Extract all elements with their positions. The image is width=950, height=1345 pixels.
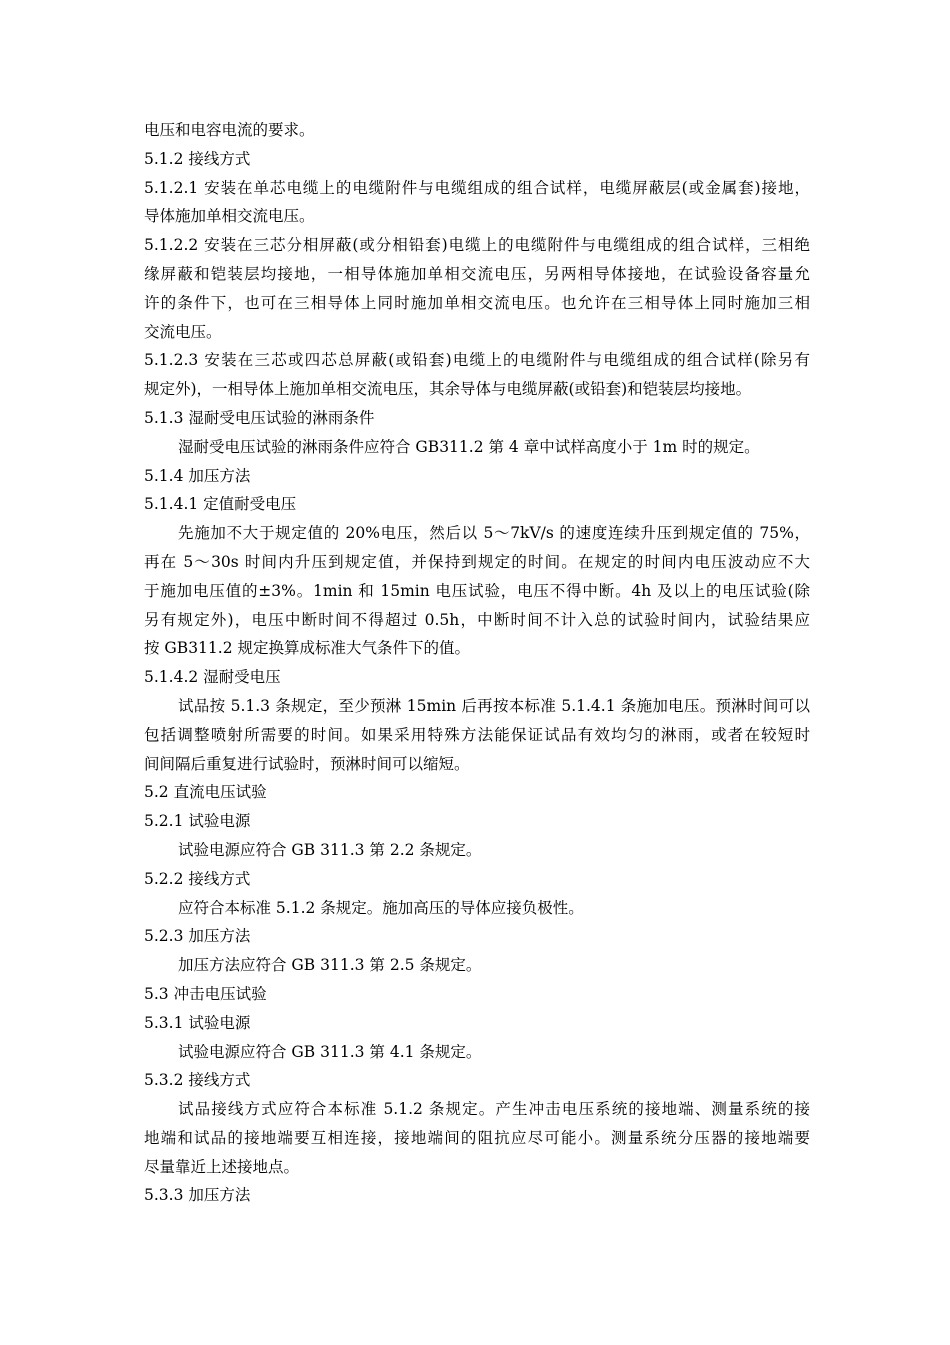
text-line: 5.1.2.3 安装在三芯或四芯总屏蔽(或铅套)电缆上的电缆附件与电缆组成的组合试样(除另有	[144, 351, 810, 370]
text-line: 5.1.2 接线方式	[144, 149, 251, 168]
text-line: 试验电源应符合 GB 311.3 第 4.1 条规定。	[178, 1042, 482, 1061]
text-line: 湿耐受电压试验的淋雨条件应符合 GB311.2 第 4 章中试样高度小于 1m 时的规定。	[178, 437, 760, 456]
text-line: 电压和电容电流的要求。	[144, 121, 315, 139]
text-line: 再在 5～30s 时间内升压到规定值，并保持到规定的时间。在规定的时间内电压波动应不大	[144, 552, 810, 571]
text-line: 尽量靠近上述接地点。	[144, 1157, 300, 1176]
text-line: 5.1.2.2 安装在三芯分相屏蔽(或分相铅套)电缆上的电缆附件与电缆组成的组合试样，三相绝	[144, 236, 810, 255]
text-line: 按 GB311.2 规定换算成标准大气条件下的值。	[144, 639, 471, 658]
text-line: 规定外)，一相导体上施加单相交流电压，其余导体与电缆屏蔽(或铅套)和铠装层均接地。	[144, 380, 752, 399]
text-line: 5.1.4 加压方法	[144, 466, 251, 485]
document-body	[144, 116, 810, 1210]
text-line: 5.1.3 湿耐受电压试验的淋雨条件	[144, 408, 375, 427]
text-line: 5.2.3 加压方法	[144, 927, 251, 946]
text-line: 交流电压。	[144, 322, 222, 341]
text-line: 应符合本标准 5.1.2 条规定。施加高压的导体应接负极性。	[178, 898, 584, 917]
text-line: 试验电源应符合 GB 311.3 第 2.2 条规定。	[178, 840, 482, 859]
text-line: 间间隔后重复进行试验时，预淋时间可以缩短。	[144, 754, 470, 773]
text-line: 5.3.1 试验电源	[144, 1013, 251, 1032]
text-line: 5.2 直流电压试验	[144, 783, 267, 802]
text-line: 5.3.2 接线方式	[144, 1071, 251, 1090]
text-line: 先施加不大于规定值的 20%电压，然后以 5～7kV/s 的速度连续升压到规定值的 75%，	[178, 524, 810, 543]
text-line: 5.1.4.2 湿耐受电压	[144, 668, 281, 687]
text-line: 于施加电压值的±3%。1min 和 15min 电压试验，电压不得中断。4h 及以上的电压试验(除	[144, 581, 810, 600]
text-line: 5.2.2 接线方式	[144, 869, 251, 888]
text-line: 地端和试品的接地端要互相连接，接地端间的阻抗应尽可能小。测量系统分压器的接地端要	[144, 1128, 810, 1147]
text-line: 另有规定外)，电压中断时间不得超过 0.5h，中断时间不计入总的试验时间内，试验结果应	[144, 610, 810, 629]
text-line: 许的条件下，也可在三相导体上同时施加单相交流电压。也允许在三相导体上同时施加三相	[144, 293, 810, 312]
text-line: 5.3.3 加压方法	[144, 1186, 251, 1205]
text-line: 包括调整喷射所需要的时间。如果采用特殊方法能保证试品有效均匀的淋雨，或者在较短时	[144, 725, 810, 744]
text-line: 试品按 5.1.3 条规定，至少预淋 15min 后再按本标准 5.1.4.1 条施加电压。预淋时间可以	[178, 696, 810, 715]
text-line: 试品接线方式应符合本标准 5.1.2 条规定。产生冲击电压系统的接地端、测量系统的接	[178, 1100, 810, 1119]
text-line: 导体施加单相交流电压。	[144, 207, 315, 226]
text-line: 加压方法应符合 GB 311.3 第 2.5 条规定。	[178, 956, 482, 975]
text-line: 5.1.4.1 定值耐受电压	[144, 495, 297, 514]
text-line: 5.3 冲击电压试验	[144, 984, 267, 1003]
text-line: 缘屏蔽和铠装层均接地，一相导体施加单相交流电压，另两相导体接地，在试验设备容量允	[144, 264, 810, 283]
text-line: 5.2.1 试验电源	[144, 812, 251, 831]
text-line: 5.1.2.1 安装在单芯电缆上的电缆附件与电缆组成的组合试样，电缆屏蔽层(或金属套)接地，	[144, 178, 810, 197]
